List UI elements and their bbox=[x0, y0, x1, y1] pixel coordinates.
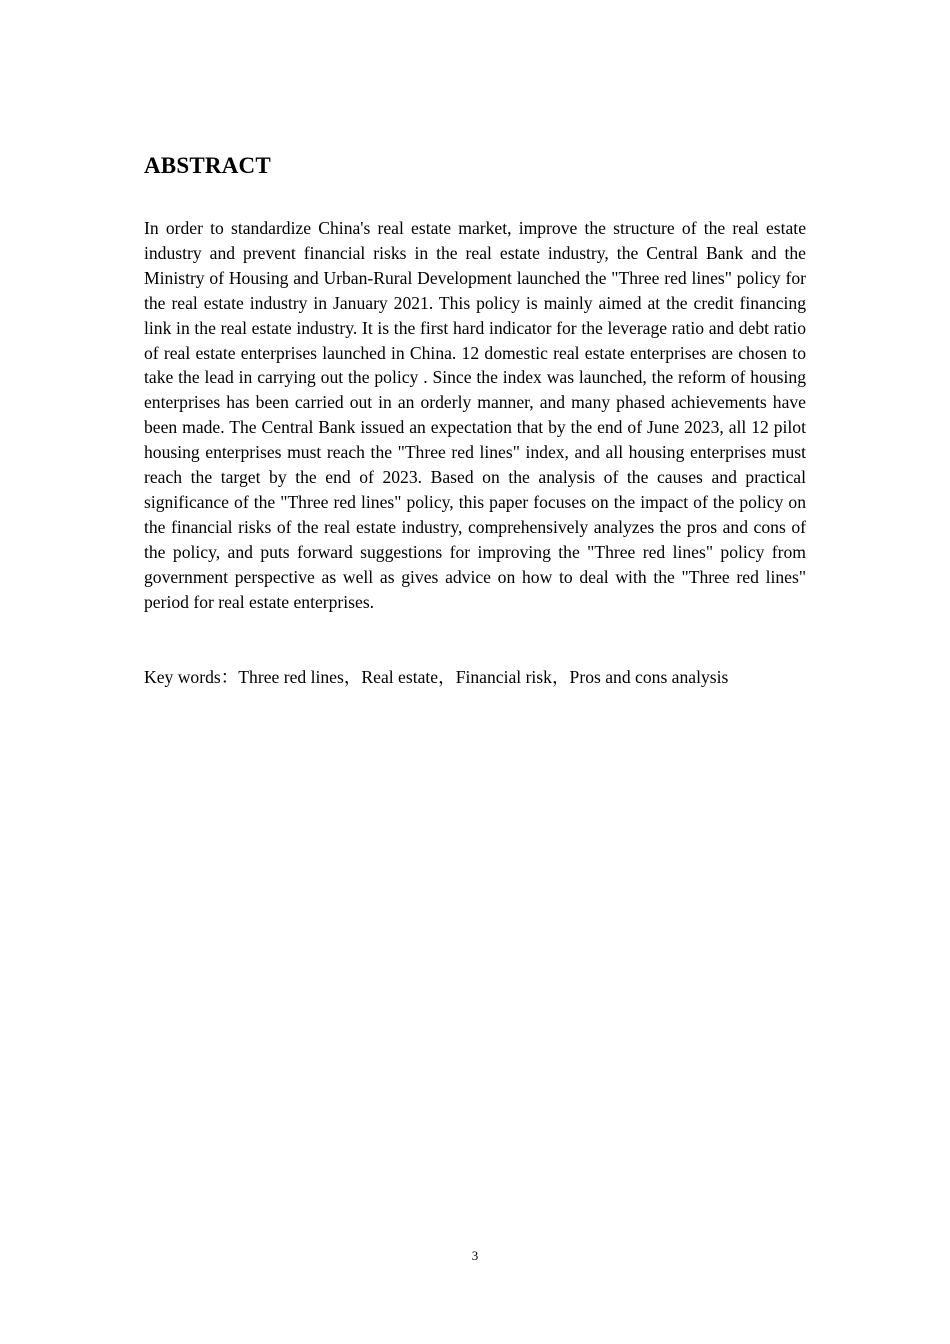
keywords-line: Key words：Three red lines，Real estate，Financial risk，Pros and cons analysis bbox=[144, 667, 729, 687]
abstract-heading: ABSTRACT bbox=[144, 153, 271, 178]
abstract-paragraph: In order to standardize China's real estate market, improve the structure of the real estate industry and prevent financial risks in the real estate industry, the Central Bank and the Ministry of Housing and Urban-Rural Development launched the "Three red lines" policy for the real estate industry in January 2021. This policy is mainly aimed at the credit financing link in the real estate industry. It is the first hard indicator for the leverage ratio and debt ratio of real estate enterprises launched in China. 12 domestic real estate enterprises are chosen to take the lead in carrying out the policy . Since the index was launched, the reform of housing enterprises has been carried out in an orderly manner, and many phased achievements have been made. The Central Bank issued an expectation that by the end of June 2023, all 12 pilot housing enterprises must reach the "Three red lines" index, and all housing enterprises must reach the target by the end of 2023. Based on the analysis of the causes and practical significance of the "Three red lines" policy, this paper focuses on the impact of the policy on the financial risks of the real estate industry, comprehensively analyzes the pros and cons of the policy, and puts forward suggestions for improving the "Three red lines" policy from government perspective as well as gives advice on how to deal with the "Three red lines" period for real estate enterprises. bbox=[144, 218, 806, 612]
page-number: 3 bbox=[471, 1248, 479, 1263]
